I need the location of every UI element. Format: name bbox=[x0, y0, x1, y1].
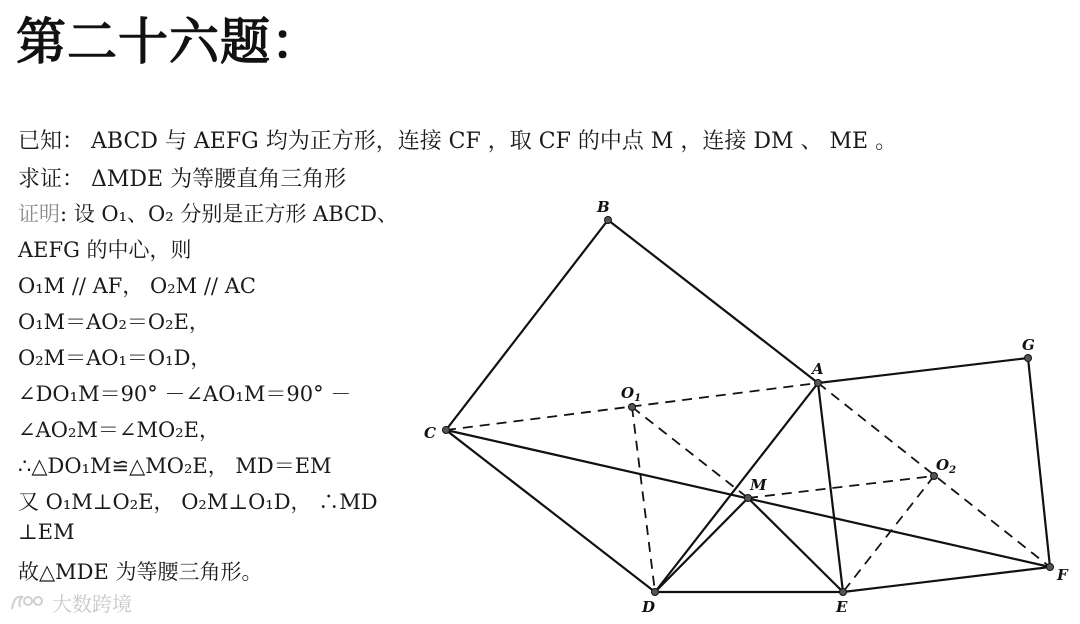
proof-line-9: 又 O₁M⊥O₂E， O₂M⊥O₁D， ∴MD bbox=[18, 490, 378, 514]
label-c: C bbox=[424, 424, 436, 442]
proof-line-7: ∠AO₂M＝∠MO₂E， bbox=[18, 418, 220, 442]
proof-line-5: O₂M＝AO₁＝O₁D， bbox=[18, 346, 212, 370]
point-d bbox=[652, 589, 659, 596]
given-statement: 已知： ABCD 与 AEFG 均为正方形，连接 CF ，取 CF 的中点 M ，连接 DM 、 ME 。 bbox=[18, 129, 898, 154]
point-f bbox=[1047, 564, 1054, 571]
label-o2: $O_2$ bbox=[936, 456, 957, 476]
point-c bbox=[443, 427, 450, 434]
label-m: M bbox=[750, 476, 767, 494]
prove-statement: 求证： ΔMDE 为等腰直角三角形 bbox=[18, 167, 347, 192]
segment-me bbox=[748, 498, 843, 592]
proof-line-3: O₁M // AF， O₂M // AC bbox=[18, 274, 256, 298]
point-labels bbox=[424, 198, 1069, 616]
point-o1 bbox=[629, 404, 636, 411]
proof-line-11: 故△MDE 为等腰三角形。 bbox=[18, 560, 263, 584]
label-b: B bbox=[597, 198, 610, 216]
label-d: D bbox=[642, 598, 656, 616]
page-title: 第二十六题： bbox=[16, 13, 322, 71]
proof-line-4: O₁M＝AO₂＝O₂E， bbox=[18, 310, 210, 334]
segment-o1d bbox=[632, 407, 655, 592]
watermark-text: 大数跨境 bbox=[52, 592, 132, 616]
proof-line-1-text: : 设 O₁、O₂ 分别是正方形 ABCD、 bbox=[60, 202, 398, 226]
label-a: A bbox=[812, 360, 824, 378]
segment-o2e bbox=[843, 476, 934, 592]
point-e bbox=[840, 589, 847, 596]
proof-line-10: ⊥EM bbox=[18, 520, 75, 544]
label-f: F bbox=[1057, 566, 1068, 584]
proof-line-6: ∠DO₁M＝90° －∠AO₁M＝90° － bbox=[18, 382, 352, 406]
point-g bbox=[1025, 355, 1032, 362]
point-b bbox=[605, 217, 612, 224]
segment-dm bbox=[655, 498, 748, 592]
proof-label: 证明 bbox=[18, 202, 60, 226]
dashed-lines bbox=[446, 383, 1050, 592]
label-g: G bbox=[1022, 336, 1035, 354]
solid-lines bbox=[446, 220, 1050, 592]
segment-o2m bbox=[748, 476, 934, 498]
point-a bbox=[815, 380, 822, 387]
point-m bbox=[745, 495, 752, 502]
label-e: E bbox=[836, 598, 848, 616]
proof-line-8: ∴△DO₁M≌△MO₂E， MD＝EM bbox=[18, 454, 332, 478]
label-o1: $O_1$ bbox=[621, 384, 642, 404]
vertex-dots bbox=[443, 217, 1054, 596]
proof-line-2: AEFG 的中心，则 bbox=[18, 238, 192, 262]
